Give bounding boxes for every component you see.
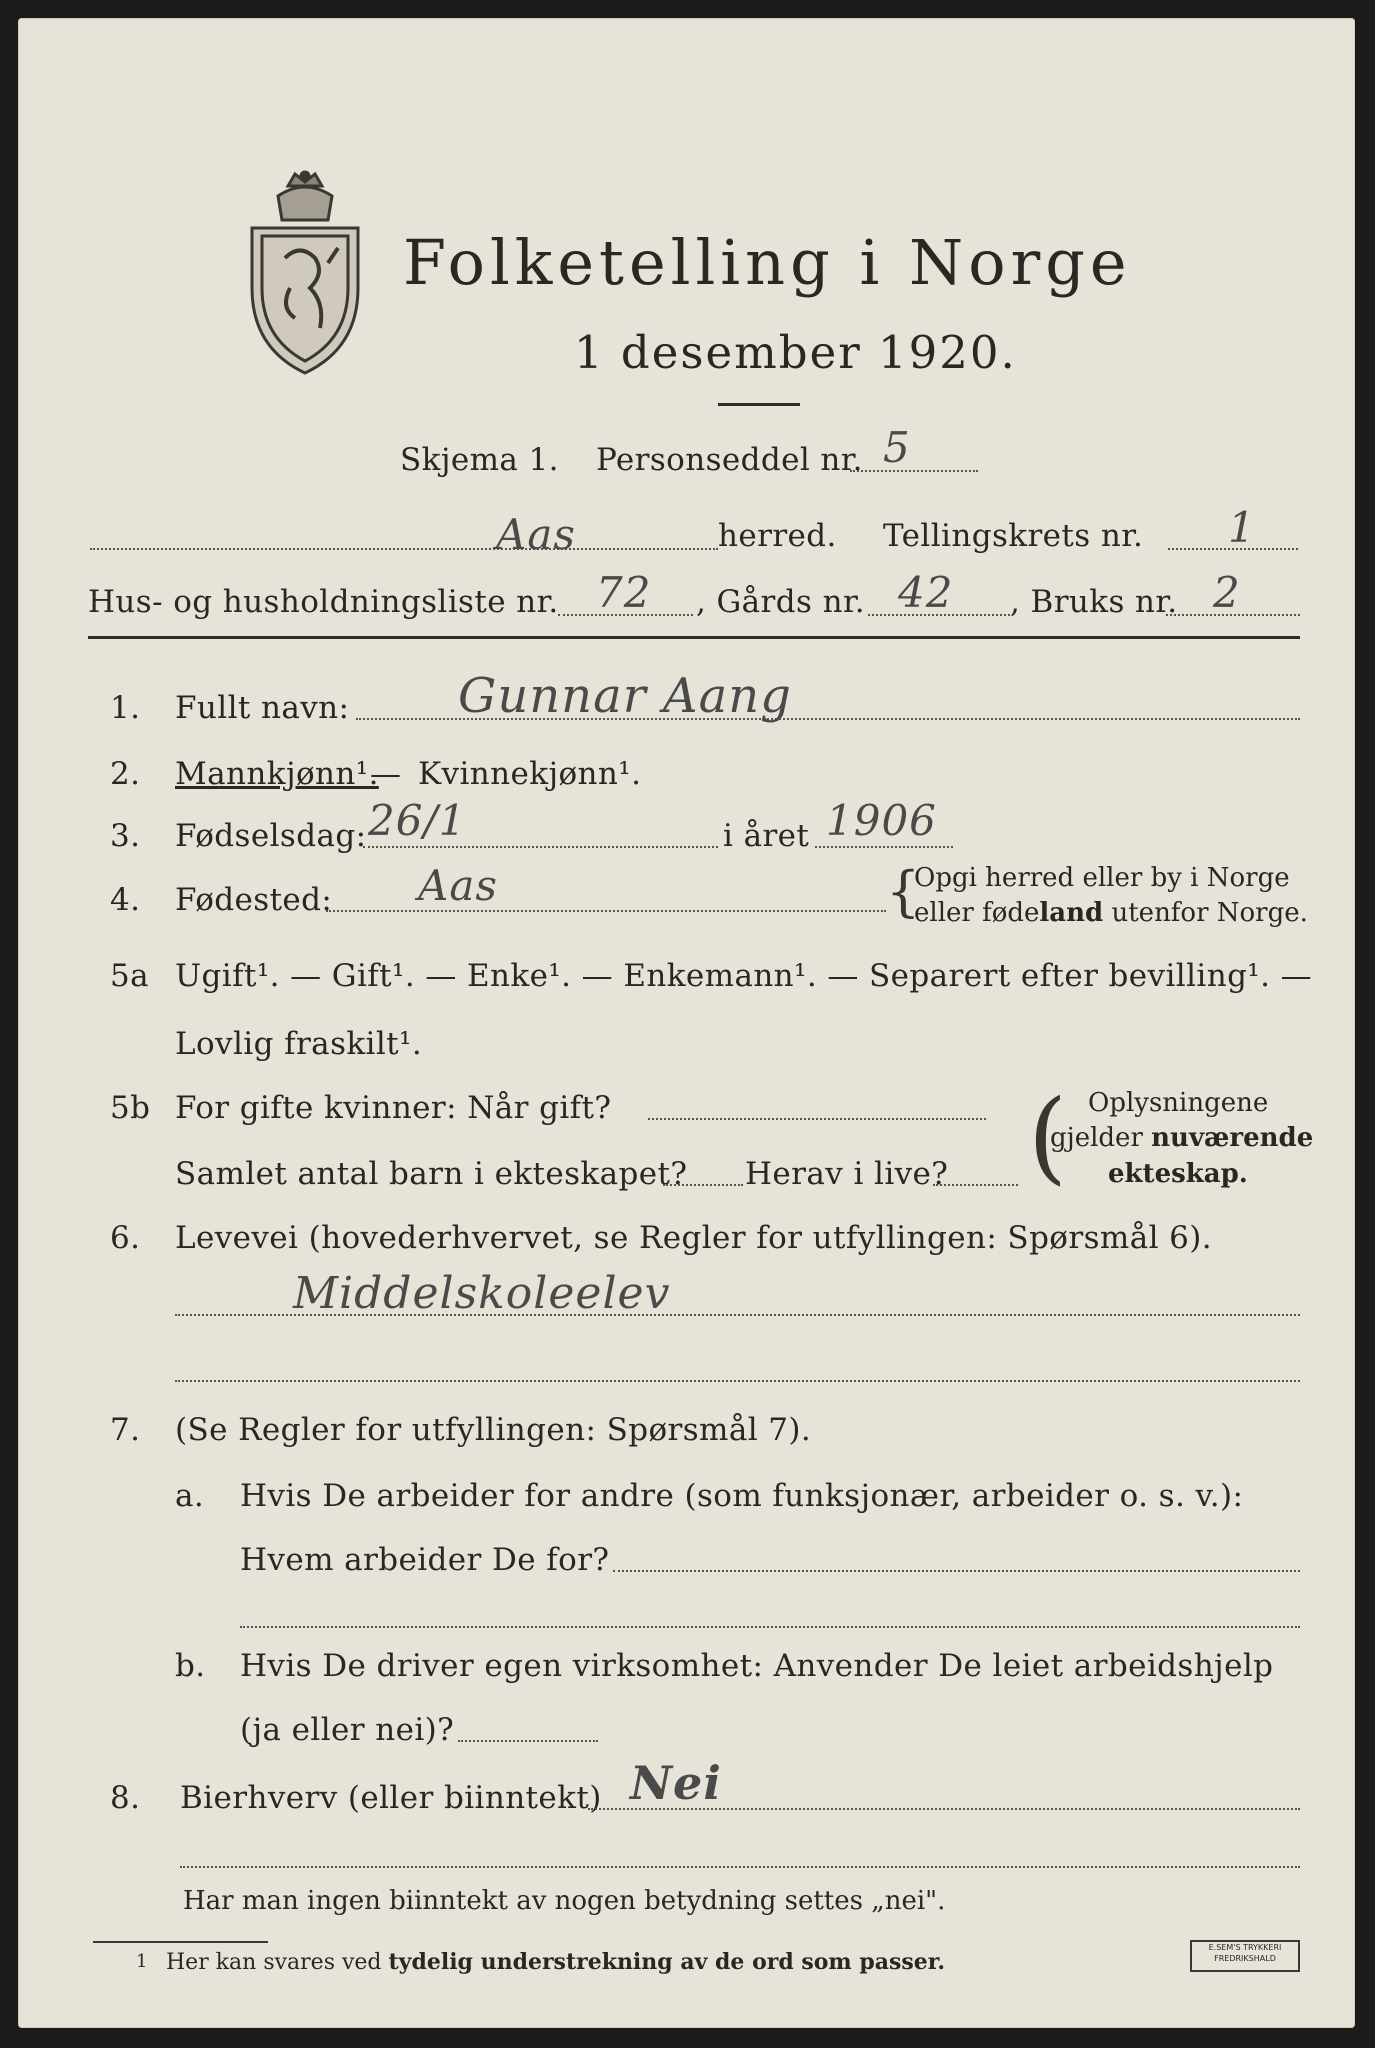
q8-label: Bierhverv (eller biinntekt) [180, 1780, 602, 1816]
footnote-divider [93, 1941, 268, 1943]
q3-year-value[interactable]: 1906 [826, 796, 937, 845]
bruks-value[interactable]: 2 [1213, 568, 1241, 617]
q7a-question: Hvis De arbeider for andre (som funksjonær, arbeider o. s. v.): [240, 1478, 1244, 1514]
biinntekt-note: Har man ingen biinntekt av nogen betydning settes „nei". [183, 1886, 946, 1916]
q7b-question: Hvis De driver egen virksomhet: Anvender De leiet arbeidshjelp [240, 1648, 1274, 1684]
q2-mannkjonn[interactable]: Mannkjønn¹. [175, 756, 379, 792]
gards-label: , Gårds nr. [696, 584, 866, 620]
q6-line-2 [175, 1380, 1300, 1382]
q3-label: Fødselsdag: [175, 818, 367, 854]
form-title: Folketelling i Norge [403, 226, 1132, 299]
q7a-hvem-label: Hvem arbeider De for? [240, 1542, 610, 1578]
q5a-fraskilt[interactable]: Lovlig fraskilt¹. [175, 1026, 423, 1062]
q4-value[interactable]: Aas [418, 861, 498, 910]
q1-value[interactable]: Gunnar Aang [458, 668, 792, 724]
q4-note-brace: { [886, 860, 921, 923]
form-date: 1 desember 1920. [574, 326, 1017, 379]
footnote-mark: 1 [136, 1951, 148, 1972]
q8-number: 8. [110, 1780, 141, 1816]
q4-number: 4. [110, 882, 141, 918]
q8-extra-line [180, 1866, 1300, 1868]
q6-value[interactable]: Middelskoleelev [293, 1268, 671, 1319]
q3-day-line [363, 846, 718, 848]
q5b-note-line2: gjelder nuværende [1050, 1123, 1314, 1153]
personseddel-line [850, 470, 978, 472]
q7b-ja-nei-label: (ja eller nei)? [240, 1712, 455, 1748]
q5b-nar-gift-label: For gifte kvinner: Når gift? [175, 1090, 612, 1126]
q2-kvinnekjonn[interactable]: Kvinnekjønn¹. [418, 756, 642, 792]
q3-year-line [815, 846, 953, 848]
bruks-label: , Bruks nr. [1010, 584, 1178, 620]
q7a-letter: a. [175, 1478, 205, 1514]
q7b-letter: b. [175, 1648, 206, 1684]
q6-label: Levevei (hovederhvervet, se Regler for utfyllingen: Spørsmål 6). [175, 1220, 1213, 1256]
herred-line [90, 548, 718, 550]
q4-note-line1: Opgi herred eller by i Norge [914, 863, 1290, 893]
printer-stamp-line1: E.SEM'S TRYKKERI [1208, 1943, 1282, 1952]
skjema-label: Skjema 1. [400, 442, 559, 478]
herred-value[interactable]: Aas [496, 510, 576, 559]
q5a-number: 5a [110, 958, 150, 994]
q5b-live-label: Herav i live? [745, 1156, 949, 1192]
q5b-number: 5b [110, 1090, 151, 1126]
title-divider [718, 403, 800, 406]
q3-number: 3. [110, 818, 141, 854]
q7-label: (Se Regler for utfyllingen: Spørsmål 7). [175, 1412, 812, 1448]
tellingskrets-label: Tellingskrets nr. [883, 518, 1144, 554]
q7b-ja-nei-line [458, 1740, 598, 1742]
tellingskrets-value[interactable]: 1 [1228, 503, 1256, 552]
census-form-page [18, 18, 1355, 2028]
q5b-barn-label: Samlet antal barn i ekteskapet? [175, 1156, 688, 1192]
footnote-text: Her kan svares ved tydelig understrekning av de ord som passer. [166, 1949, 946, 1975]
q8-value[interactable]: Nei [630, 1756, 722, 1810]
q2-separator: — [370, 756, 402, 792]
q6-line-1 [175, 1314, 1300, 1316]
q4-label: Fødested: [175, 882, 333, 918]
header-divider [88, 636, 1300, 639]
q5b-barn-line [663, 1184, 743, 1186]
q7a-hvem-line [613, 1570, 1300, 1572]
q5a-options[interactable]: Ugift¹. — Gift¹. — Enke¹. — Enkemann¹. — Separert efter bevilling¹. — [175, 958, 1313, 994]
q2-number: 2. [110, 756, 141, 792]
personseddel-label: Personseddel nr. [596, 442, 863, 478]
q4-line [326, 910, 886, 912]
q6-number: 6. [110, 1220, 141, 1256]
gards-value[interactable]: 42 [898, 568, 954, 617]
printer-stamp [1190, 1940, 1300, 1972]
herred-label: herred. [718, 518, 837, 554]
q5b-nar-gift-line [648, 1118, 986, 1120]
q4-note-line2: eller fødeland utenfor Norge. [914, 898, 1308, 928]
q3-year-label: i året [723, 818, 810, 854]
q3-day-value[interactable]: 26/1 [368, 796, 467, 845]
q1-label: Fullt navn: [175, 690, 350, 726]
q5b-live-line [933, 1184, 1018, 1186]
printer-stamp-line2: FREDRIKSHALD [1214, 1954, 1276, 1963]
q1-number: 1. [110, 690, 141, 726]
q5b-note-line1: Oplysningene [1088, 1088, 1269, 1118]
personseddel-value[interactable]: 5 [883, 423, 911, 472]
q5b-note-bracket: ( [1028, 1078, 1068, 1195]
q5b-note-line3: ekteskap. [1108, 1159, 1248, 1189]
husholdningsliste-value[interactable]: 72 [596, 568, 652, 617]
norwegian-coat-of-arms-icon [240, 168, 370, 383]
q7a-extra-line [240, 1626, 1300, 1628]
husholdningsliste-label: Hus- og husholdningsliste nr. [88, 584, 559, 620]
q7-number: 7. [110, 1412, 141, 1448]
